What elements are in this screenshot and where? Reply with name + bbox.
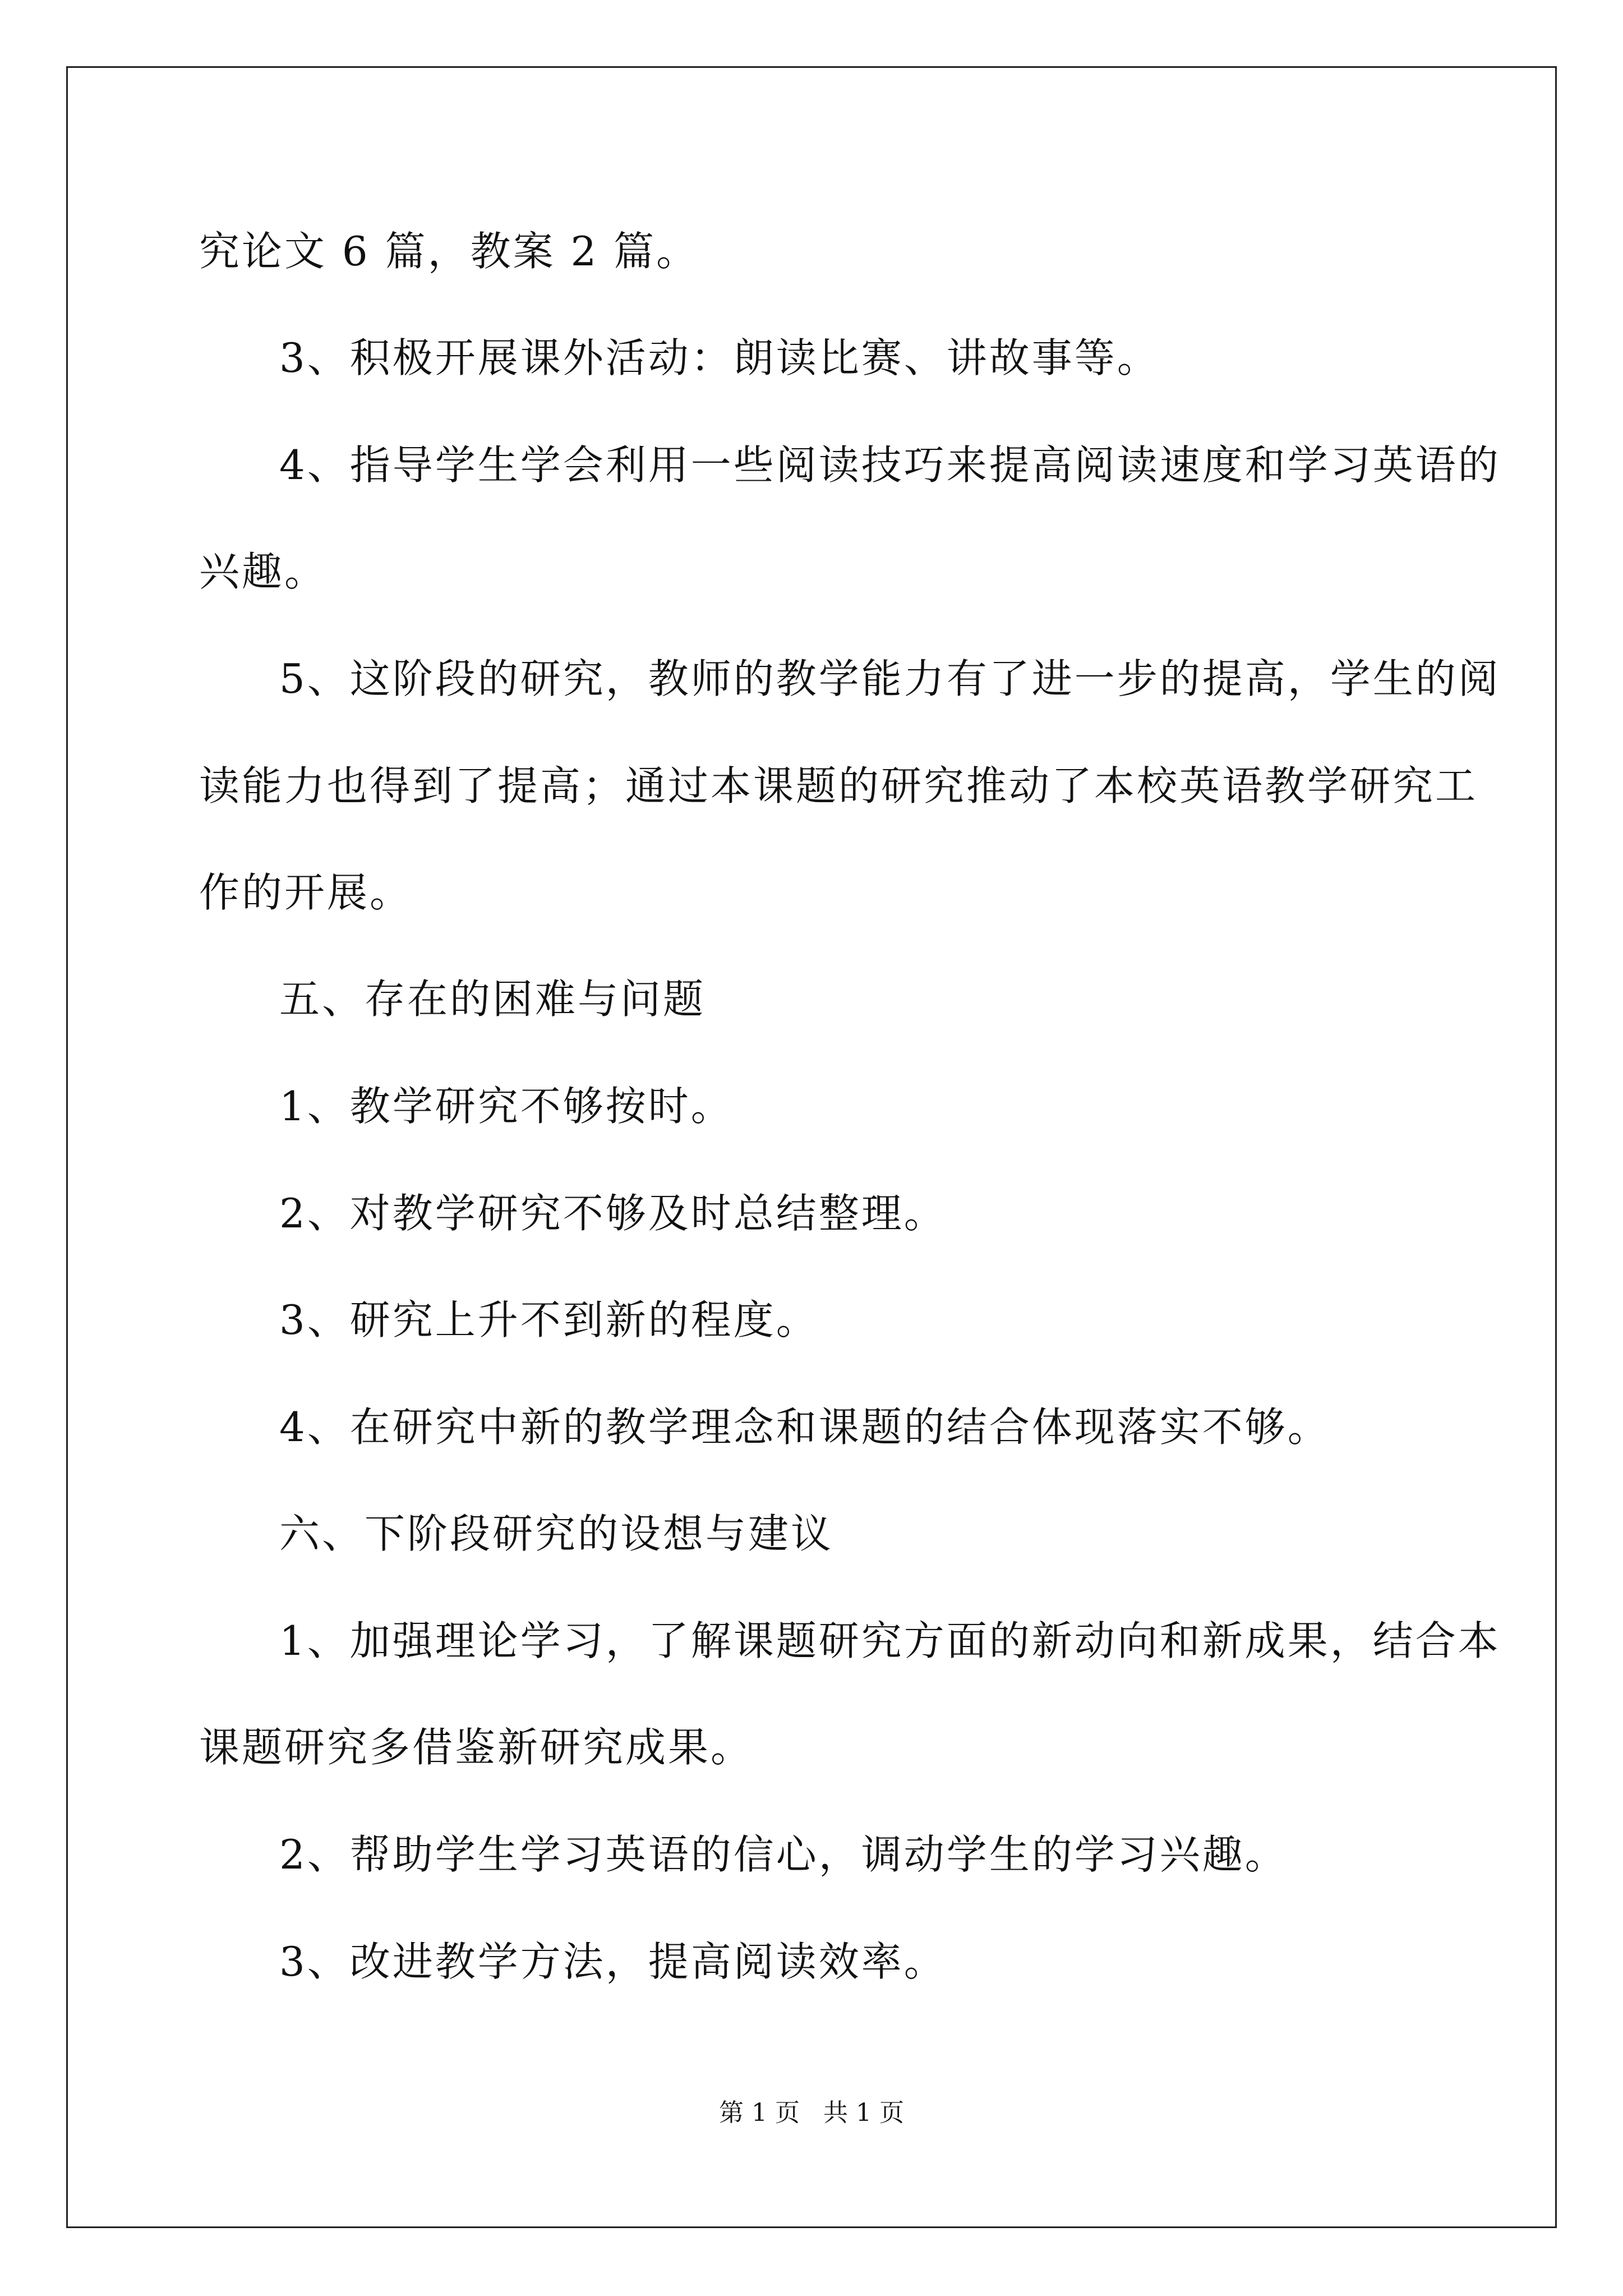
- list-item-suggestion-1: 1、加强理论学习，了解课题研究方面的新动向和新成果，结合本: [279, 1617, 1501, 1664]
- text-line-continuation: 兴趣。: [199, 548, 328, 595]
- page-border: [66, 66, 1557, 2228]
- list-item-5-outcome: 5、这阶段的研究，教师的教学能力有了进一步的提高，学生的阅: [279, 655, 1501, 702]
- text-line-continuation: 课题研究多借鉴新研究成果。: [199, 1724, 754, 1771]
- section-heading-problems: 五、存在的困难与问题: [279, 976, 706, 1023]
- text-line-continuation: 究论文 6 篇，教案 2 篇。: [199, 228, 699, 275]
- list-item-suggestion-3: 3、改进教学方法，提高阅读效率。: [279, 1938, 947, 1985]
- text-line-continuation: 读能力也得到了提高；通过本课题的研究推动了本校英语教学研究工: [199, 762, 1478, 809]
- text-line-continuation: 作的开展。: [199, 869, 413, 916]
- list-item-problem-1: 1、教学研究不够按时。: [279, 1083, 734, 1130]
- list-item-problem-4: 4、在研究中新的教学理念和课题的结合体现落实不够。: [279, 1404, 1330, 1451]
- list-item-problem-2: 2、对教学研究不够及时总结整理。: [279, 1190, 947, 1237]
- list-item-3-activities: 3、积极开展课外活动：朗读比赛、讲故事等。: [279, 334, 1160, 381]
- list-item-problem-3: 3、研究上升不到新的程度。: [279, 1296, 819, 1343]
- section-heading-next-stage: 六、下阶段研究的设想与建议: [279, 1510, 834, 1557]
- list-item-4-reading-skills: 4、指导学生学会利用一些阅读技巧来提高阅读速度和学习英语的: [279, 441, 1501, 489]
- page-number-footer: 第 1 页 共 1 页: [719, 2099, 904, 2127]
- list-item-suggestion-2: 2、帮助学生学习英语的信心，调动学生的学习兴趣。: [279, 1831, 1288, 1878]
